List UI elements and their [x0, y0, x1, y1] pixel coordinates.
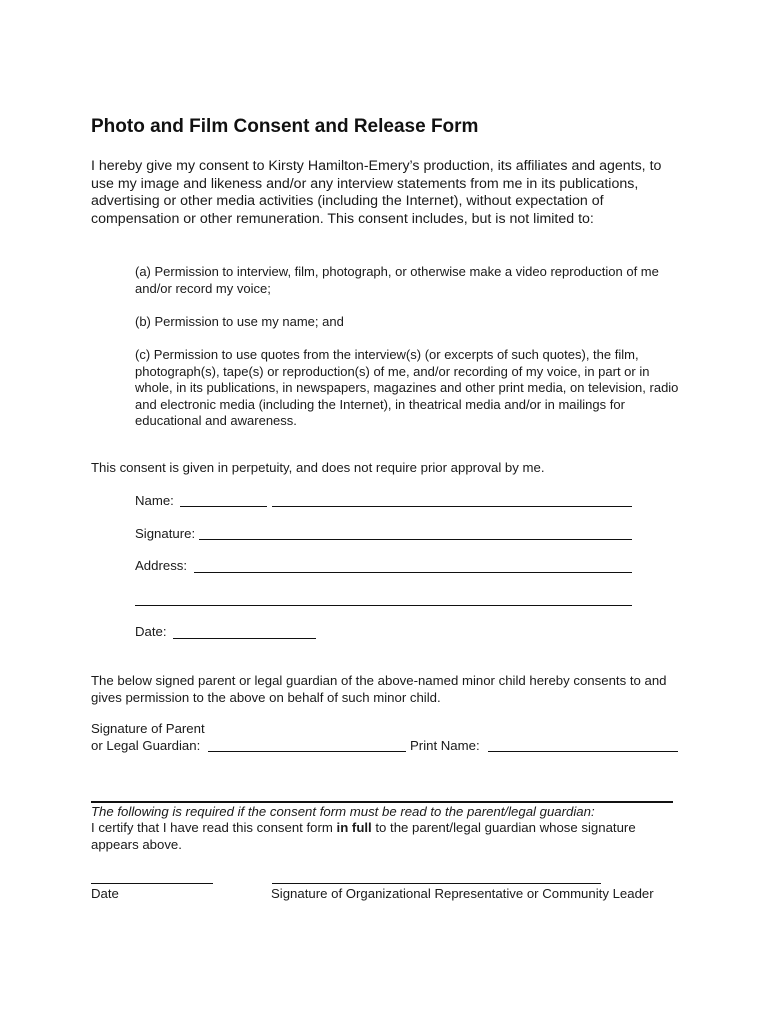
certify-text-bold: in full	[336, 820, 372, 835]
form-title: Photo and Film Consent and Release Form	[91, 116, 479, 137]
date-line[interactable]	[173, 638, 316, 639]
address-label: Address:	[135, 558, 188, 573]
section-divider	[91, 801, 673, 803]
bottom-date-line[interactable]	[91, 883, 213, 884]
address-line-2[interactable]	[135, 605, 632, 606]
representative-label: Signature of Organizational Representative or Community Leader	[271, 886, 654, 901]
print-name-label: Print Name:	[410, 738, 480, 753]
name-first-line[interactable]	[180, 506, 267, 507]
guardian-statement: The below signed parent or legal guardian of the above-named minor child hereby consents to and gives permission to the above on behalf of such minor child.	[91, 673, 667, 705]
guardian-signature-line[interactable]	[208, 751, 406, 752]
name-label: Name:	[135, 493, 174, 508]
item-b: (b) Permission to use my name; and	[135, 314, 344, 329]
guardian-signature-label-1: Signature of Parent	[91, 721, 205, 736]
intro-paragraph: I hereby give my consent to Kirsty Hamilton-Emery’s production, its affiliates and agents, to use my image and likeness and/or any interview statements from me in its publications, advertising or other media activities (including the Internet), without expectation of compensation or other remuneration. This consent includes, but is not limited to:	[91, 158, 662, 227]
certify-text-end: to the parent/legal guardian whose signature appears above.	[91, 820, 636, 852]
print-name-line[interactable]	[488, 751, 678, 752]
certify-statement	[91, 820, 681, 853]
representative-signature-line[interactable]	[272, 883, 601, 884]
name-last-line[interactable]	[272, 506, 632, 507]
item-a: (a) Permission to interview, film, photograph, or otherwise make a video reproduction of me and/or record my voice;	[135, 264, 659, 296]
guardian-signature-label-2: or Legal Guardian:	[91, 738, 201, 753]
date-label: Date:	[135, 624, 167, 639]
certify-text-start: I certify that I have read this consent form	[91, 820, 337, 835]
perpetuity-statement: This consent is given in perpetuity, and does not require prior approval by me.	[91, 460, 545, 475]
item-c: (c) Permission to use quotes from the interview(s) (or excerpts of such quotes), the film, photograph(s), tape(s) or reproduction(s) of me, and/or recording of my voice, in part or in whole, in its publications, in newspapers, magazines and other print media, on television, radio and electronic media (including the Internet), in theatrical media and/or in mailings for educational and awareness.	[135, 347, 679, 428]
required-note: The following is required if the consent form must be read to the parent/legal guardian:	[91, 804, 595, 819]
address-line-1[interactable]	[194, 572, 632, 573]
bottom-date-label: Date	[91, 886, 119, 901]
signature-label: Signature:	[135, 526, 196, 541]
signature-line[interactable]	[199, 539, 632, 540]
